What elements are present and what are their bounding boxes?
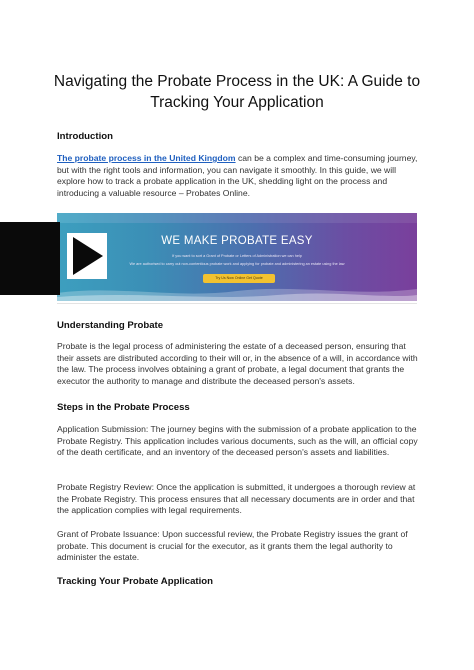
document-title: Navigating the Probate Process in the UK: A Guide to Tracking Your Application: [53, 73, 421, 111]
intro-paragraph: [57, 153, 422, 199]
intro-text: can be a complex and time-consuming journey, but with the right tools and information, you can navigate it smoothly. In this guide, we will explore how to track a probate application in the UK, shedding light on the process and introducing a valuable resource – Probates Online.: [57, 153, 418, 198]
understanding-paragraph: Probate is the legal process of administering the estate of a deceased person, ensuring that their assets are distributed according to their will or, in the absence of a will, in accordance with the law. The process involves obtaining a grant of probate, a legal document that grants the executor the authority to manage and distribute the deceased person's assets.: [57, 341, 418, 386]
banner-line-2: We are authorised to carry out non-contentious probate work and applying for probate and administering an estate using the law: [129, 262, 345, 266]
intro-heading: Introduction: [57, 131, 113, 142]
banner-divider: [57, 303, 417, 304]
banner-wave-decoration: [57, 281, 417, 301]
step-item: Probate Registry Review: Once the application is submitted, it undergoes a thorough review at the Probate Registry. This process ensures that all necessary documents are in order and that the application complies with legal requirements.: [57, 482, 416, 515]
banner-headline: WE MAKE PROBATE EASY: [161, 235, 313, 247]
steps-heading: Steps in the Probate Process: [57, 402, 190, 413]
step-item: Grant of Probate Issuance: Upon successful review, the Probate Registry issues the grant of probate. This document is crucial for the executor, as it grants them the legal authority to administer the estate.: [57, 529, 408, 562]
banner-line-1: If you want to sort a Grant of Probate or Letters of Administration we can help: [172, 254, 302, 258]
promo-banner: [57, 213, 417, 301]
tracking-heading: Tracking Your Probate Application: [57, 576, 214, 587]
step-item: Application Submission: The journey begins with the submission of a probate application to the Probate Registry. This application includes various documents, such as the will, an official copy of the death certificate, and an inventory of the deceased person's assets and liabilities.: [57, 424, 418, 457]
probate-process-link[interactable]: The probate process in the United Kingdom: [57, 153, 236, 163]
understanding-heading: Understanding Probate: [57, 320, 164, 331]
play-icon: [67, 233, 107, 279]
play-button[interactable]: [67, 233, 107, 279]
banner-top-strip: [57, 213, 417, 223]
player-overlay: [0, 222, 60, 295]
banner-cta-button[interactable]: Try Us Now Online Get Quote: [203, 274, 275, 283]
